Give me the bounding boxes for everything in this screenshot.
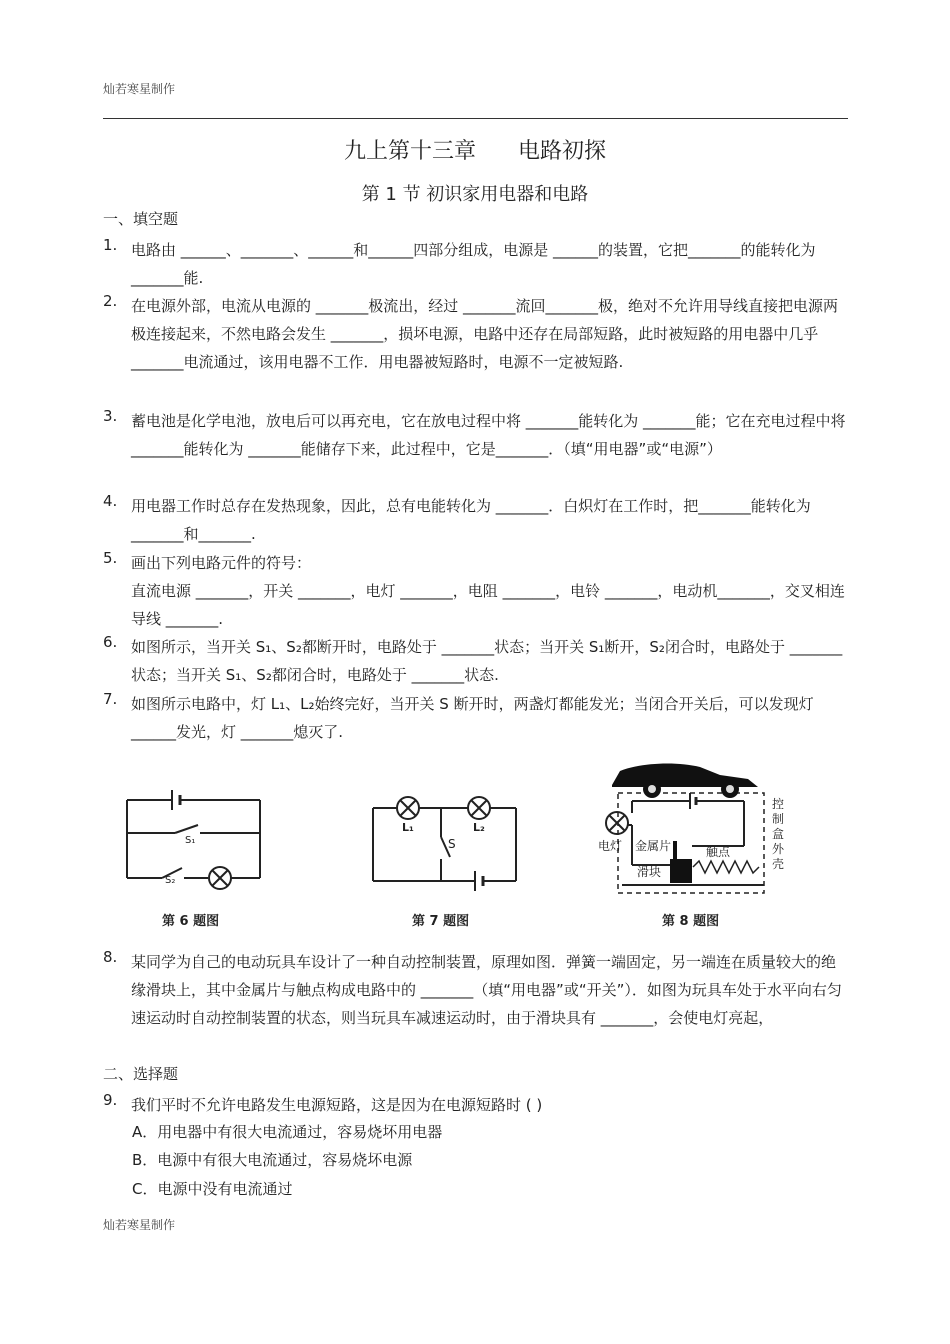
question-4 bbox=[103, 492, 848, 548]
question-text: 电路由 ______、_______、______和______四部分组成，电源是 ______的装置，它把_______的能转化为 _______能. bbox=[131, 241, 816, 287]
page-footer: 灿若寒星制作 bbox=[103, 1218, 176, 1232]
question-5-symbols bbox=[103, 577, 848, 633]
figures-row bbox=[120, 755, 840, 930]
question-number: 5. bbox=[103, 549, 118, 567]
circuit-figures bbox=[120, 755, 840, 930]
section-subtitle: 第 1 节 初识家用电器和电路 bbox=[361, 184, 589, 205]
option-c: C．电源中没有电流通过 bbox=[132, 1180, 293, 1198]
question-3 bbox=[103, 407, 848, 463]
question-8 bbox=[103, 948, 848, 1032]
question-text: 某同学为自己的电动玩具车设计了一种自动控制装置，原理如图．弹簧一端固定，另一端连在质量较大的绝缘滑块上，其中金属片与触点构成电路中的 _______（填“用电器”或“开关”）．如图为玩具车处于水平向右匀速运动时自动控制装置的状态，则当玩具车减速运动时，由于滑块具有 _______，会使电灯亮起， bbox=[131, 953, 842, 1027]
label-lamp: 电灯 bbox=[598, 839, 623, 853]
title-part2: 电路初探 bbox=[518, 139, 607, 164]
question-number: 4. bbox=[103, 492, 118, 510]
caption-fig8: 第 8 题图 bbox=[662, 914, 720, 929]
question-number: 1. bbox=[103, 236, 118, 254]
question-text: 如图所示电路中，灯 L₁、L₂始终完好，当开关 S 断开时，两盏灯都能发光；当闭合开关后，可以发现灯 ______发光，灯 _______熄灭了. bbox=[131, 695, 814, 741]
chapter-title bbox=[0, 134, 950, 165]
label-contact: 触点 bbox=[706, 845, 731, 859]
title-part1: 九上第十三章 bbox=[343, 139, 476, 164]
question-text: 我们平时不允许电路发生电源短路，这是因为在电源短路时 ( ) bbox=[131, 1096, 543, 1114]
label-l1: L₁ bbox=[402, 821, 414, 834]
question-9 bbox=[103, 1091, 848, 1119]
label-s: S bbox=[448, 837, 456, 851]
question-number: 6. bbox=[103, 633, 118, 651]
question-2 bbox=[103, 292, 848, 376]
section-multiple-choice: 二、选择题 bbox=[103, 1065, 179, 1083]
question-7 bbox=[103, 690, 848, 746]
option-b: B．电源中有很大电流通过，容易烧坏电源 bbox=[132, 1151, 413, 1169]
question-number: 8. bbox=[103, 948, 118, 966]
caption-fig6: 第 6 题图 bbox=[162, 914, 220, 929]
question-text: 在电源外部，电流从电源的 _______极流出，经过 _______流回_______极，绝对不允许用导线直接把电源两极连接起来，不然电路会发生 _______，损坏电源，电路中还存在局部短路，此时被短路的用电器中几乎 _______电流通过，该用电器不工作．用电器被短路时，电源不一定被短路. bbox=[131, 297, 839, 371]
question-number: 2. bbox=[103, 292, 118, 310]
question-text: 直流电源 _______，开关 _______，电灯 _______，电阻 _______，电铃 _______，电动机_______，交叉相连导线 _______. bbox=[131, 582, 845, 628]
question-5 bbox=[103, 549, 848, 577]
option-a: A．用电器中有很大电流通过，容易烧坏用电器 bbox=[132, 1123, 443, 1141]
section-fill-blank: 一、填空题 bbox=[103, 210, 179, 228]
question-text: 如图所示，当开关 S₁、S₂都断开时，电路处于 _______状态；当开关 S₁断开，S₂闭合时，电路处于 _______状态；当开关 S₁、S₂都闭合时，电路处于 _______状态. bbox=[131, 638, 843, 684]
label-metal: 金属片 bbox=[635, 839, 672, 853]
label-s1: S₁ bbox=[185, 835, 196, 846]
label-s2: S₂ bbox=[165, 875, 176, 886]
header-divider bbox=[103, 118, 848, 119]
label-control-box: 控制盒外壳 bbox=[772, 797, 785, 871]
question-number: 3. bbox=[103, 407, 118, 425]
question-text: 蓄电池是化学电池，放电后可以再充电，它在放电过程中将 _______能转化为 _______能；它在充电过程中将 _______能转化为 _______能储存下来，此过程中，它是_______．（填“用电器”或“电源”） bbox=[131, 412, 846, 458]
label-l2: L₂ bbox=[473, 821, 485, 834]
page-header: 灿若寒星制作 bbox=[103, 82, 176, 96]
question-1 bbox=[103, 236, 848, 292]
question-text: 用电器工作时总存在发热现象，因此，总有电能转化为 _______．白炽灯在工作时，把_______能转化为 _______和_______. bbox=[131, 497, 811, 543]
label-slider: 滑块 bbox=[637, 865, 662, 879]
question-6 bbox=[103, 633, 848, 689]
caption-fig7: 第 7 题图 bbox=[412, 914, 470, 929]
question-number: 9. bbox=[103, 1091, 118, 1109]
question-number: 7. bbox=[103, 690, 118, 708]
question-text: 画出下列电路元件的符号： bbox=[131, 554, 312, 572]
